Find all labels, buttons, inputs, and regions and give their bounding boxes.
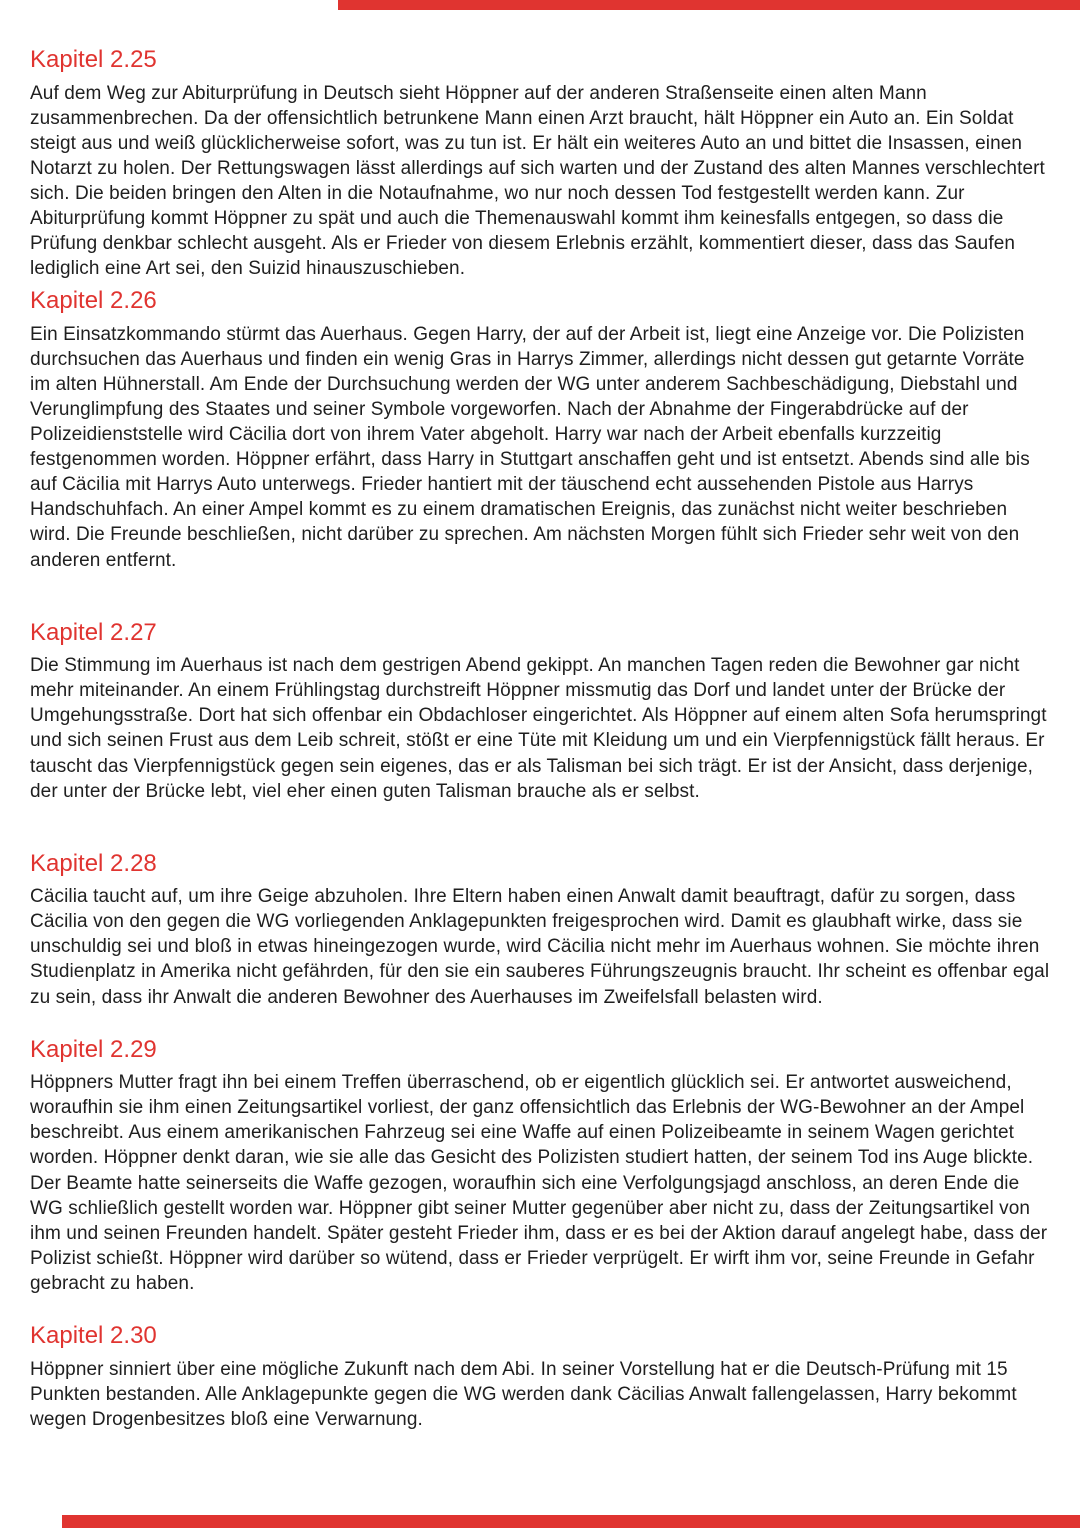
- chapter-body: Cäcilia taucht auf, um ihre Geige abzuholen. Ihre Eltern haben einen Anwalt damit beauftragt, dafür zu sorgen, dass Cäcilia von den gegen die WG vorliegenden Anklagepunkten freigesprochen wird. Damit es glaubhaft wirke, dass sie unschuldig sei und bloß in etwas hineingezogen wurde, wird Cäcilia nicht mehr im Auerhaus wohnen. Sie möchte ihren Studienplatz in Amerika nicht gefährden, für den sie ein sauberes Führungszeugnis braucht. Ihr scheint es offenbar egal zu sein, dass ihr Anwalt die anderen Bewohner des Auerhauses im Zweifelsfall belasten wird.: [30, 886, 1050, 1008]
- chapter-body: Die Stimmung im Auerhaus ist nach dem gestrigen Abend gekippt. An manchen Tagen reden die Bewohner gar nicht mehr miteinander. An einem Frühlingstag durchstreift Höppner missmutig das Dorf und landet unter der Brücke der Umgehungsstraße. Dort hat sich offenbar ein Obdachloser eingerichtet. Als Höppner auf einem alten Sofa herumspringt und sich seinen Frust aus dem Leib schreit, stößt er eine Tüte mit Kleidung um und ein Vierpfennigstück fällt heraus. Er tauscht das Vierpfennigstück gegen sein eigenes, das er als Talisman bei sich trägt. Er ist der Ansicht, dass derjenige, der unter der Brücke lebt, viel eher einen guten Talisman brauche als er selbst.: [30, 655, 1047, 802]
- chapter-body: Höppner sinniert über eine mögliche Zukunft nach dem Abi. In seiner Vorstellung hat er die Deutsch-Prüfung mit 15 Punkten bestanden. Alle Anklagepunkte gegen die WG werden dank Cäcilias Anwalt fallengelassen, Harry bekommt wegen Drogenbesitzes bloß eine Verwarnung.: [30, 1358, 1017, 1430]
- chapter-section-2-30: [30, 1322, 1050, 1432]
- bottom-edge-red-bar: [62, 1515, 1080, 1528]
- chapter-heading: Kapitel 2.29: [30, 1035, 157, 1063]
- chapter-body: Ein Einsatzkommando stürmt das Auerhaus. Gegen Harry, der auf der Arbeit ist, liegt eine Anzeige vor. Die Polizisten durchsuchen das Auerhaus und finden ein wenig Gras in Harrys Zimmer, allerdings nicht dessen gut getarnte Vorräte im alten Hühnerstall. Am Ende der Durchsuchung werden der WG unter anderem Sachbeschädigung, Diebstahl und Verunglimpfung des Staates und seiner Symbole vorgeworfen. Nach der Abnahme der Fingerabdrücke auf der Polizeidienststelle wird Cäcilia dort von ihrem Vater abgeholt. Harry war nach der Arbeit ebenfalls kurzzeitig festgenommen worden. Höppner erfährt, dass Harry in Stuttgart anschaffen geht und ist entsetzt. Abends sind alle bis auf Cäcilia mit Harrys Auto unterwegs. Frieder hantiert mit der täuschend echt aussehenden Pistole aus Harrys Handschuhfach. An einer Ampel kommt es zu einem dramatischen Ereignis, das zunächst nicht weiter beschrieben wird. Die Freunde beschließen, nicht darüber zu sprechen. Am nächsten Morgen fühlt sich Frieder sehr weit von den anderen entfernt.: [30, 323, 1030, 571]
- chapter-heading: Kapitel 2.26: [30, 287, 157, 315]
- chapter-section-2-28: [30, 850, 1050, 1010]
- chapter-heading: Kapitel 2.27: [30, 618, 157, 646]
- chapter-body: Auf dem Weg zur Abiturprüfung in Deutsch sieht Höppner auf der anderen Straßenseite einen alten Mann zusammenbrechen. Da der offensichtlich betrunkene Mann einen Arzt braucht, hält Höppner ein Auto an. Ein Soldat steigt aus und weiß glücklicherweise sofort, was zu tun ist. Er hält ein weiteres Auto an und bittet die Insassen, einen Notarzt zu holen. Der Rettungswagen lässt allerdings auf sich warten und der Zustand des alten Mannes verschlechtert sich. Die beiden bringen den Alten in die Notaufnahme, wo nur noch dessen Tod festgestellt werden kann. Zur Abiturprüfung kommt Höppner zu spät und auch die Themenauswahl kommt ihm keinesfalls entgegen, so dass die Prüfung denkbar schlecht ausgeht. Als er Frieder von diesem Erlebnis erzählt, kommentiert dieser, dass das Saufen lediglich eine Art sei, den Suizid hinauszuschieben.: [30, 82, 1045, 280]
- chapter-section-2-25: [30, 46, 1050, 281]
- chapter-heading: Kapitel 2.30: [30, 1321, 157, 1349]
- chapter-heading: Kapitel 2.28: [30, 849, 157, 877]
- top-edge-red-bar: [338, 0, 1080, 10]
- chapter-section-2-26: [30, 287, 1050, 572]
- chapter-section-2-29: [30, 1036, 1050, 1296]
- chapter-section-2-27: [30, 619, 1050, 804]
- chapter-body: Höppners Mutter fragt ihn bei einem Treffen überraschend, ob er eigentlich glücklich sei. Er antwortet ausweichend, woraufhin sie ihm einen Zeitungsartikel vorliest, der ganz offensichtlich das Erlebnis der WG-Bewohner an der Ampel beschreibt. Aus einem amerikanischen Fahrzeug sei eine Waffe auf einen Polizeibeamte in seinem Wagen gerichtet worden. Höppner denkt daran, wie sie alle das Gesicht des Polizisten studiert hatten, der seinem Tod ins Auge blickte. Der Beamte hatte seinerseits die Waffe gezogen, woraufhin sich eine Verfolgungsjagd anschloss, an deren Ende die WG schließlich gestellt worden war. Höppner gibt seiner Mutter gegenüber aber nicht zu, dass der Zeitungsartikel von ihm und seinen Freunden handelt. Später gesteht Frieder ihm, dass er es bei der Aktion darauf angelegt habe, dass der Polizist schießt. Höppner wird darüber so wütend, dass er Frieder verprügelt. Er wirft ihm vor, seine Freunde in Gefahr gebracht zu haben.: [30, 1072, 1048, 1294]
- chapter-heading: Kapitel 2.25: [30, 46, 157, 73]
